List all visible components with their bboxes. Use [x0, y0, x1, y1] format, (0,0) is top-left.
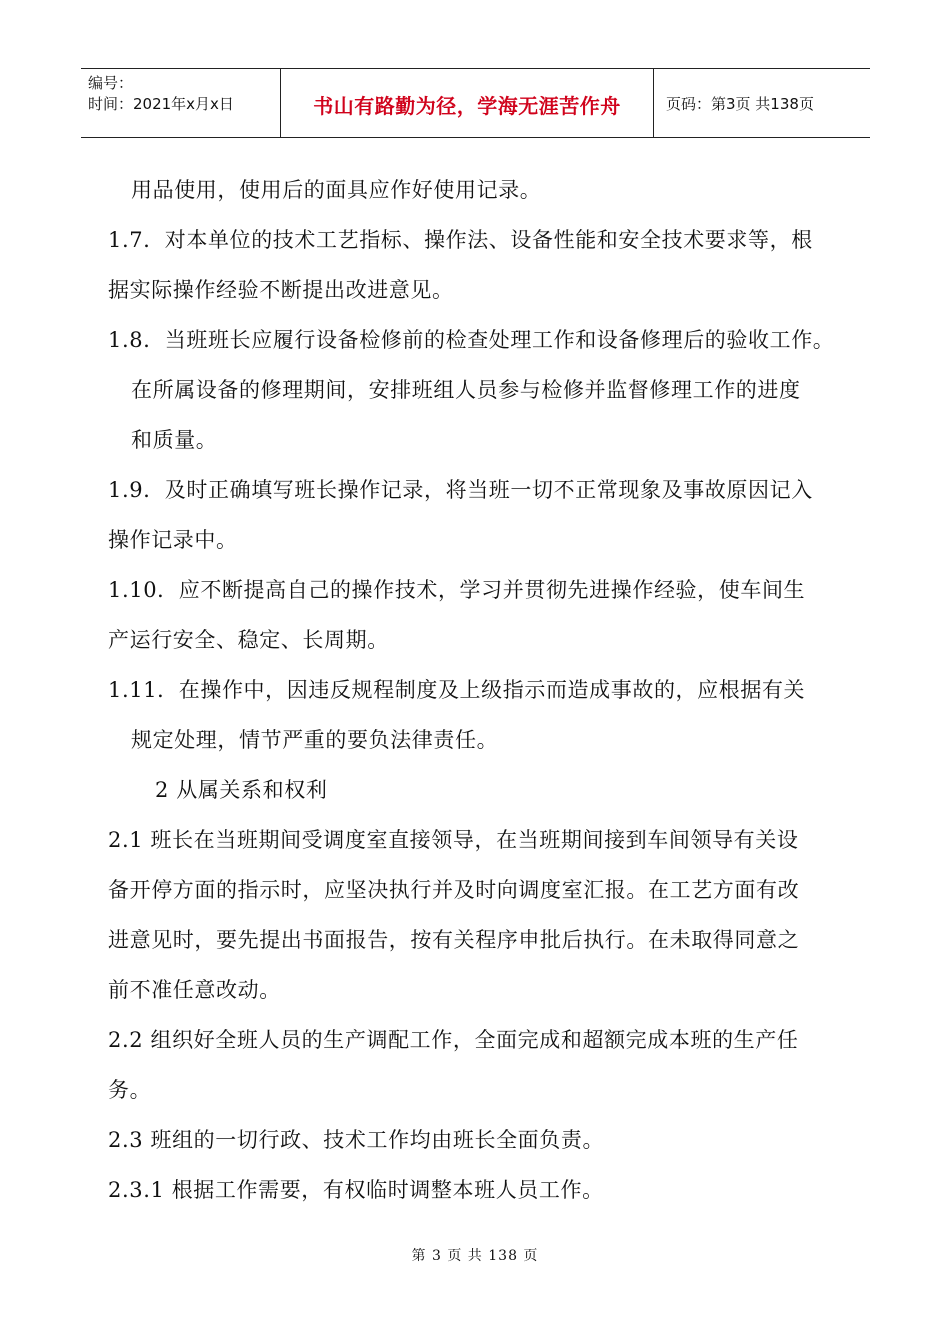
header-page-cell: [654, 69, 870, 137]
body-line: 务。: [108, 1078, 152, 1102]
body-line: 2.2 组织好全班人员的生产调配工作，全面完成和超额完成本班的生产任: [108, 1028, 799, 1052]
body-line: 1.8．当班班长应履行设备检修前的检查处理工作和设备修理后的验收工作。: [108, 328, 835, 352]
body-line: 2.3.1 根据工作需要，有权临时调整本班人员工作。: [108, 1178, 604, 1202]
body-line: 2.1 班长在当班期间受调度室直接领导，在当班期间接到车间领导有关设: [108, 828, 799, 852]
page-footer: 第 3 页 共 138 页: [411, 1248, 539, 1264]
doc-time-label: 时间：2021年x月x日: [88, 95, 234, 113]
body-line: 1.7．对本单位的技术工艺指标、操作法、设备性能和安全技术要求等，根: [108, 228, 813, 252]
body-line: 在所属设备的修理期间，安排班组人员参与检修并监督修理工作的进度: [131, 378, 801, 402]
section-heading: 2 从属关系和权利: [155, 778, 328, 802]
body-line: 2.3 班组的一切行政、技术工作均由班长全面负责。: [108, 1128, 605, 1152]
header-meta-cell: [81, 69, 281, 137]
body-line: 前不准任意改动。: [108, 978, 281, 1002]
body-line: 用品使用，使用后的面具应作好使用记录。: [131, 178, 542, 202]
body-line: 进意见时，要先提出书面报告，按有关程序申批后执行。在未取得同意之: [108, 928, 800, 952]
body-line: 规定处理，情节严重的要负法律责任。: [131, 728, 499, 752]
body-line: 1.9．及时正确填写班长操作记录，将当班一切不正常现象及事故原因记入: [108, 478, 813, 502]
body-line: 1.10．应不断提高自己的操作技术，学习并贯彻先进操作经验，使车间生: [108, 578, 806, 602]
header-motto: 书山有路勤为径，学海无涯苦作舟: [313, 94, 621, 118]
header-page-info: 页码：第3页 共138页: [666, 95, 814, 113]
header-motto-cell: [281, 69, 654, 137]
body-line: 产运行安全、稳定、长周期。: [108, 628, 389, 652]
body-line: 据实际操作经验不断提出改进意见。: [108, 278, 454, 302]
body-line: 1.11．在操作中，因违反规程制度及上级指示而造成事故的，应根据有关: [108, 678, 806, 702]
body-line: 和质量。: [131, 428, 218, 452]
body-line: 备开停方面的指示时，应坚决执行并及时向调度室汇报。在工艺方面有改: [108, 878, 800, 902]
page-header: [81, 68, 870, 138]
doc-number-label: 编号：: [88, 74, 134, 92]
body-line: 操作记录中。: [108, 528, 238, 552]
